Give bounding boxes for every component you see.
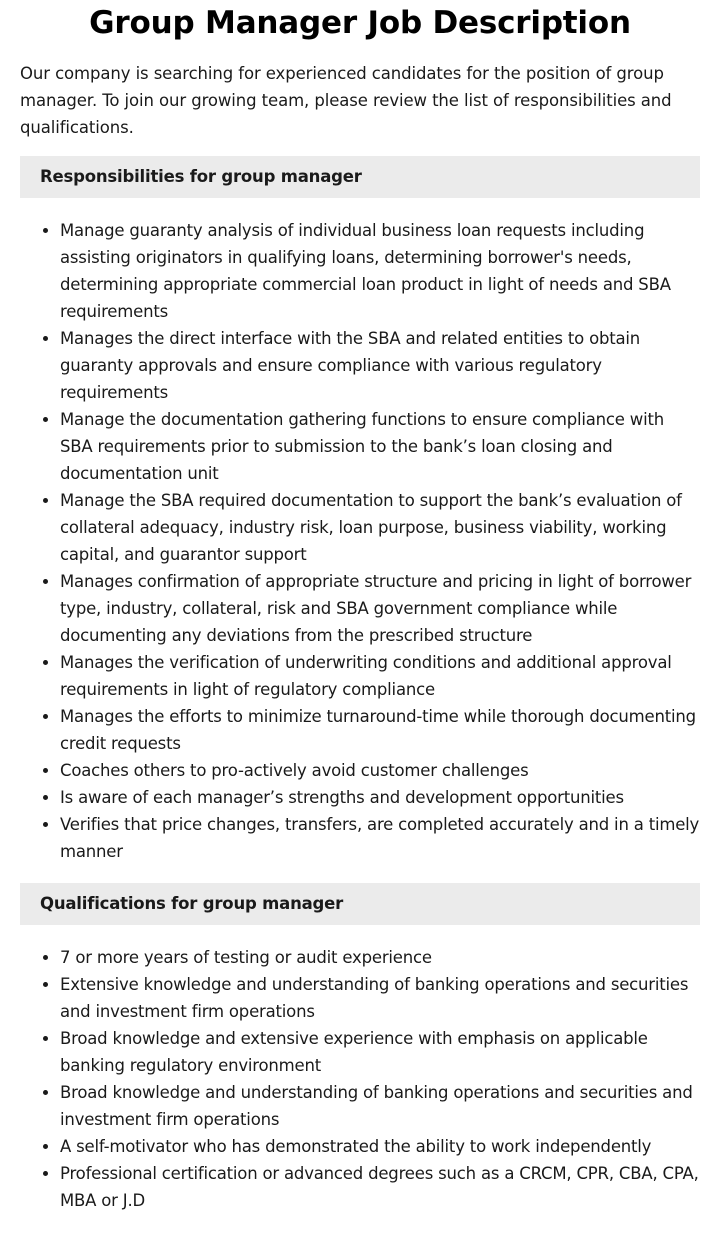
list-item: • Manage guaranty analysis of individual business loan requests including assisting originators in qualifying loans, determining borrower's needs, determining appropriate commercial loan product in light of needs and SBA requirements [60, 217, 700, 325]
page-title: Group Manager Job Description [89, 5, 631, 41]
list-item: • Extensive knowledge and understanding of banking operations and securities and investment firm operations [60, 971, 700, 1025]
list-item: • A self-motivator who has demonstrated the ability to work independently [60, 1133, 700, 1160]
list-item: • Verifies that price changes, transfers, are completed accurately and in a timely manner [60, 811, 700, 865]
list-item: • Is aware of each manager’s strengths and development opportunities [60, 784, 700, 811]
list-item: • Broad knowledge and extensive experience with emphasis on applicable banking regulatory environment [60, 1025, 700, 1079]
qualifications-list [20, 944, 700, 1214]
responsibilities-list [20, 217, 700, 865]
list-item: • Coaches others to pro-actively avoid customer challenges [60, 757, 700, 784]
qualifications-heading: Qualifications for group manager [20, 883, 700, 925]
list-item: • Broad knowledge and understanding of banking operations and securities and investment firm operations [60, 1079, 700, 1133]
list-item: • Manages the efforts to minimize turnaround-time while thorough documenting credit requests [60, 703, 700, 757]
list-item: • Manage the SBA required documentation to support the bank’s evaluation of collateral adequacy, industry risk, loan purpose, business viability, working capital, and guarantor support [60, 487, 700, 568]
list-item: • 7 or more years of testing or audit experience [60, 944, 700, 971]
list-item: • Manages the verification of underwriting conditions and additional approval requirements in light of regulatory compliance [60, 649, 700, 703]
list-item: • Manages confirmation of appropriate structure and pricing in light of borrower type, industry, collateral, risk and SBA government compliance while documenting any deviations from the prescribed structure [60, 568, 700, 649]
list-item: • Manage the documentation gathering functions to ensure compliance with SBA requirements prior to submission to the bank’s loan closing and documentation unit [60, 406, 700, 487]
responsibilities-heading: Responsibilities for group manager [20, 156, 700, 198]
intro-paragraph: Our company is searching for experienced candidates for the position of group manager. To join our growing team, please review the list of responsibilities and qualifications. [20, 64, 672, 137]
list-item: • Professional certification or advanced degrees such as a CRCM, CPR, CBA, CPA, MBA or J.D [60, 1160, 700, 1214]
list-item: • Manages the direct interface with the SBA and related entities to obtain guaranty approvals and ensure compliance with various regulatory requirements [60, 325, 700, 406]
